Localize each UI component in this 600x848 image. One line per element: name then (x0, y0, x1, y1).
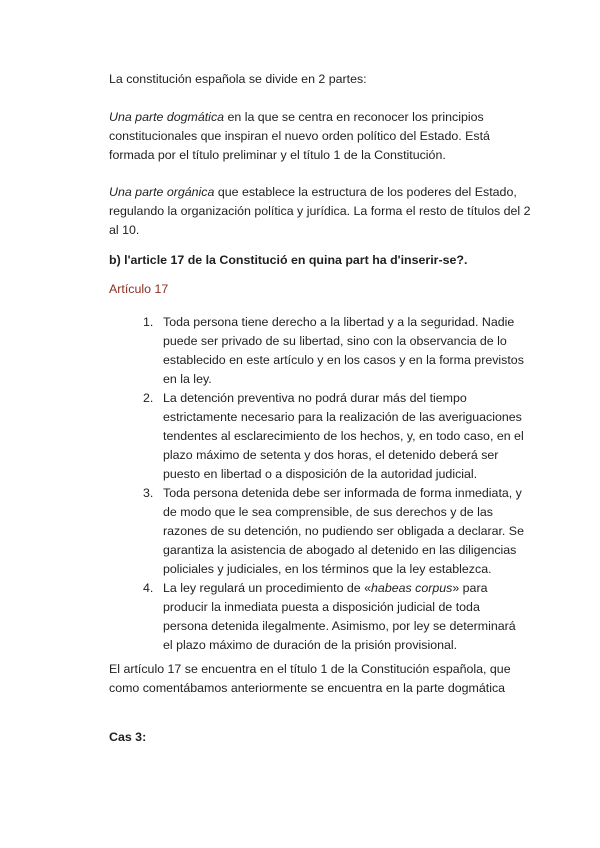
article-item-text-after: » para producir la inmediata puesta a disposición judicial de toda persona detenida ilegalmente. Asimismo, por ley se determinará el plazo máximo de duración de la prisión provisional. (163, 581, 516, 652)
article-item-number: 4. (143, 581, 154, 595)
article-item (143, 389, 525, 484)
article-item-text: Toda persona tiene derecho a la libertad y a la seguridad. Nadie puede ser privado de su libertad, sino con la observancia de lo establecido en este artículo y en los casos y en la forma previstos en la ley. (163, 315, 524, 386)
habeas-corpus-term: habeas corpus (371, 581, 453, 595)
article-item-text-before: La ley regulará un procedimiento de « (163, 581, 372, 595)
organic-description: que establece la estructura de los poderes del Estado, regulando la organización política y jurídica. La forma el resto de títulos del 2 al 10. (109, 185, 531, 237)
dogmatic-term: Una parte dogmática (109, 110, 225, 124)
next-case-heading: Cas 3: (109, 730, 147, 744)
article-list (143, 313, 525, 655)
article-item (143, 313, 525, 389)
organic-paragraph (109, 183, 534, 240)
conclusion-paragraph: El artículo 17 se encuentra en el título 1 de la Constitución española, que como comentábamos anteriormente se encuentra en la parte dogmática (109, 662, 511, 695)
dogmatic-description: en la que se centra en reconocer los principios constitucionales que inspiran el nuevo orden político del Estado. Está formada por el título preliminar y el título 1 de la Constitución. (109, 110, 490, 162)
article-item-text: La detención preventiva no podrá durar más del tiempo estrictamente necesario para la realización de las averiguaciones tendentes al esclarecimiento de los hechos, y, en todo caso, en el plazo máximo de setenta y dos horas, el detenido deberá ser puesto en libertad o a disposición de la autoridad judicial. (163, 391, 524, 481)
article-title: Artículo 17 (109, 282, 169, 296)
article-item (143, 579, 525, 655)
question-b-heading: b) l'article 17 de la Constitució en quina part ha d'inserir-se?. (109, 253, 468, 267)
organic-term: Una parte orgánica (109, 185, 215, 199)
dogmatic-paragraph (109, 108, 534, 165)
article-item (143, 484, 525, 579)
article-item-number: 3. (143, 486, 154, 500)
article-item-number: 2. (143, 391, 154, 405)
intro-paragraph: La constitución española se divide en 2 partes: (109, 72, 367, 86)
article-item-number: 1. (143, 315, 154, 329)
article-item-text: Toda persona detenida debe ser informada de forma inmediata, y de modo que le sea comprensible, de sus derechos y de las razones de su detención, no pudiendo ser obligada a declarar. Se garantiza la asistencia de abogado al detenido en las diligencias policiales y judiciales, en los términos que la ley establezca. (163, 486, 524, 576)
